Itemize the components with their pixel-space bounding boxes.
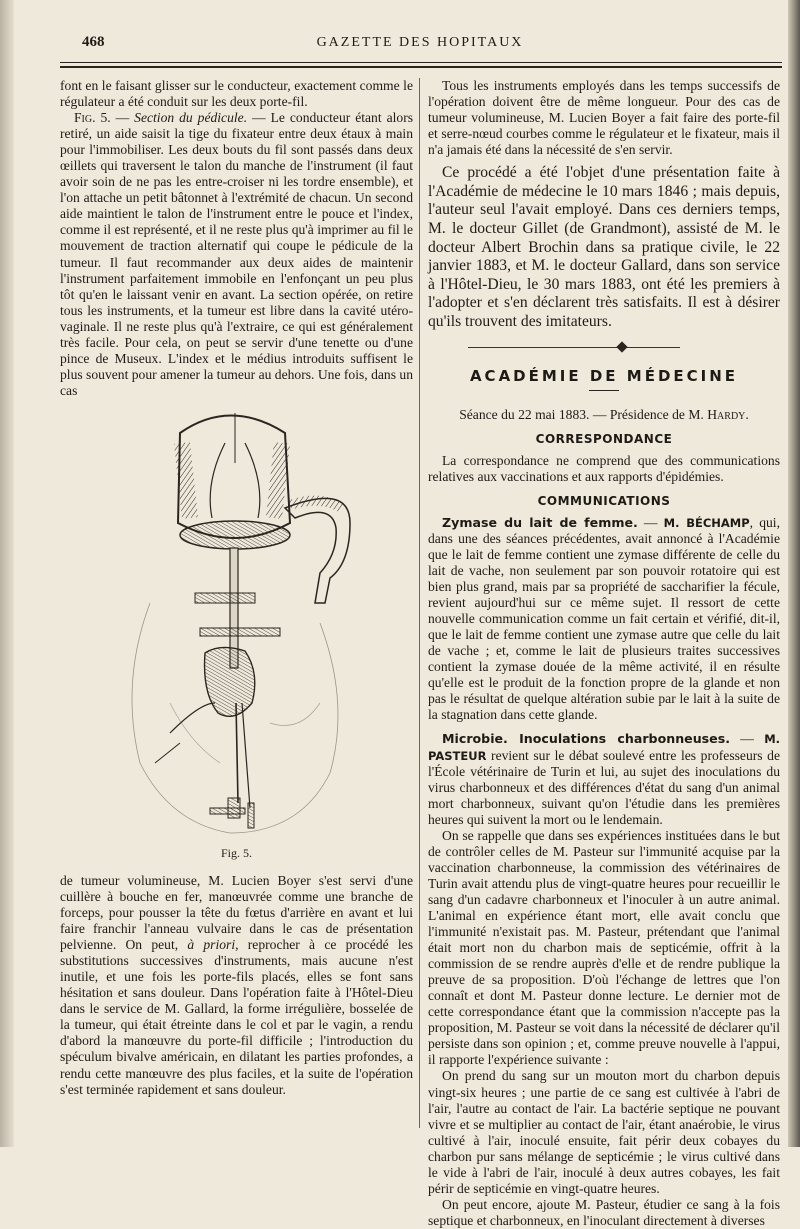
correspondance-text: La correspondance ne comprend que des communications relatives aux vaccinations et aux rapports d'épidémies. bbox=[428, 452, 780, 484]
section-ornament bbox=[428, 338, 780, 358]
paragraph-rappelle: On se rappelle que dans ses expériences instituées dans le but de contrôler celles de M. Pasteur sur l'immunité acquise par la vaccination charbonneuse, la commission des vétérinaires de Turin avait attendu plus de vingt-quatre heures pour recueillir le sang d'un cadavre charbonneux et l'inoculer à un autre animal. L'animal en expérience étant mort, elle avait conclu que l'immunité n'existait pas. M. Pasteur, prétendant que l'animal était mort non du charbon mais de septicémie, offrit à la commission de se rendre auprès d'elle et de rendre publique la preuve de sa proposition. D'où l'échange de lettres que l'on connaît et dont M. Pasteur donne lecture. Le dernier mot de cette correspondance étant que la commission n'accepte pas la proposition, M. Pasteur se voit dans la nécessité de déclarer qu'il persiste dans son opinion ; et, comme preuve nouvelle à l'appui, il rapporte l'expérience suivante : bbox=[428, 827, 780, 1068]
instrument-illustration bbox=[110, 403, 370, 843]
left-column bbox=[60, 78, 413, 1098]
paragraph-text-b: , reprocher à ce procédé les substitutions successives d'instruments, mais aucune n'est inutile, et une fois les porte-fils placés, elles se font sans hésitation et sans douleur. Dans l'opération faite à l'Hôtel-Dieu dans le service de M. Gallard, la forme irrégulière, bosselée de la tumeur, qui était étreinte dans le col et par le vagin, a rendu d'abord la manœuvre du porte-fil difficile ; l'introduction du spéculum bivalve américain, en dilatant les parties profondes, a rendu cette manœuvre des plus faciles, et la suite de l'opération s'est terminée rapidement et sans douleur. bbox=[60, 937, 413, 1097]
zymase-title: Zymase du lait de femme. bbox=[442, 514, 638, 530]
paragraph-sang: On prend du sang sur un mouton mort du charbon depuis vingt-six heures ; une partie de ce sang est cultivée à l'abri de l'air, l'autre au contact de l'air. La bactérie septique ne pouvant vivre et se multiplier au contact de l'air, étant anaérobie, le virus cultivé à l'air, inoculé ensuite, fait périr deux cobayes du charbon pur sans mélange de septicémie ; le virus cultivé dans le vide à l'abri de l'air, inoculé à deux autres cobayes, les fait périr de septicémie en vingt-quatre heures. bbox=[428, 1068, 780, 1196]
paragraph-section-pedicule: Fig. 5. — Section du pédicule. — Le conducteur étant alors retiré, un aide saisit la tige du fixateur entre deux étaux à main pour l'immobiliser. Les deux bouts du fil sont passés dans deux œillets qui traversent le talon du manche de l'instrument (il faut avoir soin de ne pas les entre-croiser ni les tordre ensemble), et l'on attache un petit bâtonnet à l'extrémité de chacun. Un second aide maintient le talon de l'instrument entre le pouce et l'index, comme il est représenté, et il ne reste plus qu'à imprimer au fil le mouvement de traction alternatif qui coupe le pédicule de la tumeur. Il faut recommander aux deux aides de maintenir l'instrument parfaitement immobile en l'enfonçant un peu plus tôt qu'en le laissant venir en avant. La section opérée, on retire tous les instruments, et la tumeur est libre dans la cavité utéro-vaginale. Il ne reste plus qu'à l'extraire, ce qui est généralement très facile. Pour cela, on peut se servir d'une tenette ou d'une pince de Museux. L'index et le médius introduits suffisent le plus souvent pour amener la tumeur au dehors. Une fois, dans un cas bbox=[60, 110, 414, 398]
seance-text: Séance du 22 mai 1883. — Présidence de M. bbox=[459, 406, 708, 422]
section-heading: Section du pédicule. bbox=[134, 110, 248, 126]
section-short-rule bbox=[589, 390, 619, 391]
paragraph-text: — Le conducteur étant alors retiré, un aide saisit la tige du fixateur entre deux étaux à main pour l'immobiliser. Les deux bouts du fil sont passés dans deux œillets qui traversent le talon du manche de l'instrument (il faut avoir soin de ne pas les entre-croiser ni les tordre ensemble), et l'on attache un petit bâtonnet à l'extrémité de chacun. Un second aide maintient le talon de l'instrument entre le pouce et l'index, comme il est représenté, et il ne reste plus qu'à imprimer au fil le mouvement de traction alternatif qui coupe le pédicule de la tumeur. Il faut recommander aux deux aides de maintenir l'instrument parfaitement immobile en l'enfonçant un peu plus tôt qu'en le laissant venir en avant. La section opérée, on retire tous les instruments, et la tumeur est libre dans la cavité utéro-vaginale. Il ne reste plus qu'à l'extraire, ce qui est généralement très facile. Pour cela, on peut se servir d'une tenette ou d'une pince de Museux. L'index et le médius introduits suffisent le plus souvent pour amener la tumeur au dehors. Une fois, dans un cas bbox=[60, 110, 414, 398]
section-title: ACADÉMIE DE MÉDECINE bbox=[469, 366, 739, 385]
page-binding-edge bbox=[0, 0, 14, 1147]
dash: — bbox=[637, 514, 664, 530]
right-column bbox=[428, 78, 780, 1229]
paragraph-instruments: Tous les instruments employés dans les temps successifs de l'opération doivent être de même longueur. Pour des cas de tumeur volumineuse, M. Lucien Boyer a fait faire des porte-fil et serre-nœud courbes comme le régulateur et le fixateur, mais il n'a jamais été dans la nécessité de s'en servir. bbox=[428, 78, 780, 158]
paragraph-text-a: de tumeur volumineuse, M. Lucien Boyer s'est servi d'une cuillère à bouche en fer, manœuvrée comme une branche de forceps, pour pousser la tête du fœtus d'arrière en avant et lui faire franchir l'anneau vulvaire dans le cas de présentation pelvienne. On peut, bbox=[60, 872, 413, 953]
microbie-title: Microbie. Inoculations charbonneuses. bbox=[442, 731, 730, 747]
author-bechamp: M. BÉCHAMP bbox=[663, 515, 750, 530]
zymase-text: , qui, dans une des séances précédentes, avait annoncé à l'Académie que le lait de femme contient une zymase différente de celle du lait de vache, non seulement par son pouvoir rotatoire qui est bien plus grand, mais par sa propriété de saccharifier la fécule, revient aujourd'hui sur ce même sujet. Il ressort de cette nouvelle communication comme un fait certain et vérifié, dit-il, que le lait de femme contient une zymase autre que celle du lait de vache ; et, comme le lait de plusieurs traites successives contient la zymase douée de la même activité, il en résulte qu'elle est le produit de la fonction propre de la glande et non pas le résultat de quelque altération subie par le lait à la suite de la stagnation dans cette glande. bbox=[428, 514, 780, 723]
figure-5 bbox=[60, 403, 413, 871]
page-header bbox=[60, 34, 780, 58]
figure-caption: Fig. 5. bbox=[220, 845, 252, 860]
president-name: Hardy bbox=[707, 406, 746, 422]
header-rule-bottom bbox=[60, 66, 782, 68]
dash: — bbox=[729, 731, 765, 747]
paragraph-procede: Ce procédé a été l'objet d'une présentation faite à l'Académie de médecine le 10 mars 1846 ; mais depuis, l'auteur seul l'avait employé. Dans ces derniers temps, M. le docteur Gillet (de Grandmont), assisté de M. le docteur Albert Brochin dans sa pratique civile, le 22 janvier 1883, et M. le docteur Gallard, dans son service à l'Hôtel-Dieu, le 30 mars 1883, ont été les premiers à l'adopter et s'en déclarent très satisfaits. Il est à désirer qu'ils trouvent des imitateurs. bbox=[428, 164, 780, 330]
figure-reference: Fig. 5. bbox=[74, 110, 111, 126]
page-number: 468 bbox=[82, 34, 105, 50]
column-divider bbox=[419, 78, 420, 1128]
paragraph-zymase bbox=[428, 515, 780, 724]
correspondance-heading: CORRESPONDANCE bbox=[535, 431, 673, 446]
header-rule-top bbox=[60, 62, 782, 63]
seance-end: . bbox=[745, 406, 749, 422]
microbie-text: revient sur le débat soulevé entre les professeurs de l'École vétérinaire de Turin et lui, au sujet des inoculations du virus charbonneux et des différences d'état du sang d'un animal mort charbonneux, suivant qu'on l'étudie dans les premières heures qui suivent la mort ou le lendemain. bbox=[428, 747, 780, 827]
paragraph-encore: On peut encore, ajoute M. Pasteur, étudier ce sang à la fois septique et charbonneux, en l'inoculant directement à diverses bbox=[428, 1196, 780, 1228]
paragraph-tumeur-volumineuse bbox=[60, 873, 413, 1098]
author-pasteur: M. PASTEUR bbox=[428, 732, 780, 763]
italic-phrase: à priori bbox=[187, 937, 236, 953]
paragraph-microbie bbox=[428, 731, 780, 827]
page-outer-edge bbox=[788, 0, 800, 1147]
seance-line bbox=[428, 407, 780, 423]
communications-heading: COMMUNICATIONS bbox=[537, 493, 671, 508]
journal-title: GAZETTE DES HOPITAUX bbox=[316, 35, 524, 50]
paragraph-continuation: font en le faisant glisser sur le conducteur, exactement comme le régulateur a été conduit sur les deux porte-fil. bbox=[60, 78, 413, 110]
